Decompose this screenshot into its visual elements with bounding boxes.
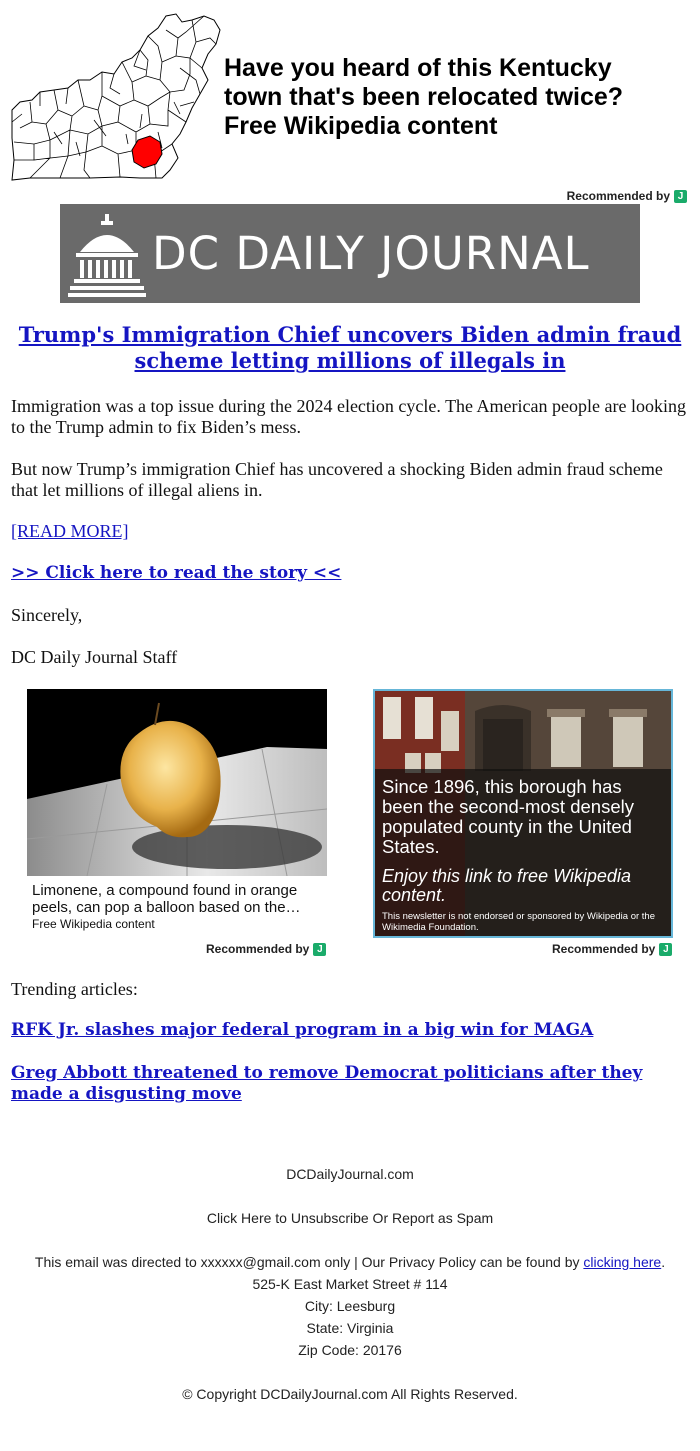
right-ad-subtext[interactable]: Enjoy this link to free Wikipedia content.: [382, 866, 631, 905]
capitol-dome-icon: [68, 212, 146, 298]
top-ad-recommended-by[interactable]: [567, 189, 687, 203]
right-ad-disclaimer: This newsletter is not endorsed or sponsored by Wikipedia or the Wikimedia Foundation.: [382, 911, 655, 933]
trending-article-link-1[interactable]: RFK Jr. slashes major federal program in a big win for MAGA: [11, 1020, 594, 1040]
read-more-link[interactable]: [READ MORE]: [11, 521, 129, 541]
recommended-label: Recommended by: [206, 942, 310, 956]
footer-directed-notice: [0, 1253, 700, 1271]
trending-heading: Trending articles:: [11, 979, 138, 999]
article-headline-link[interactable]: Trump's Immigration Chief uncovers Biden admin fraud scheme letting millions of illegals in: [18, 322, 682, 373]
recommender-logo-icon: J: [659, 943, 672, 956]
top-sponsored-ad[interactable]: [10, 10, 690, 185]
signature-text: DC Daily Journal Staff: [11, 647, 178, 667]
left-ad-source: Free Wikipedia content: [32, 917, 155, 931]
read-story-link[interactable]: >> Click here to read the story <<: [11, 563, 342, 583]
top-ad-headline[interactable]: [224, 54, 684, 141]
article-headline: [10, 322, 690, 374]
article-paragraph-2: But now Trump’s immigration Chief has uncovered a shocking Biden admin fraud scheme that let millions of illegal aliens in.: [11, 459, 663, 500]
top-ad-headline-line-3: Free Wikipedia content: [224, 112, 498, 140]
privacy-policy-link[interactable]: clicking here: [583, 1254, 662, 1270]
sponsored-ad-left[interactable]: [27, 689, 327, 931]
directed-notice-text: This email was directed to xxxxxx@gmail.com only | Our Privacy Policy can be found by: [34, 1254, 584, 1270]
right-ad-recommended-by[interactable]: [552, 942, 672, 956]
kentucky-county-map-image[interactable]: [10, 10, 222, 182]
footer-state: State: Virginia: [306, 1320, 394, 1336]
top-ad-headline-line-2: town that's been relocated twice?: [224, 83, 624, 111]
recommended-label: Recommended by: [566, 189, 670, 203]
left-ad-recommended-by[interactable]: [206, 942, 326, 956]
recommender-logo-icon: J: [313, 943, 326, 956]
footer-zip: Zip Code: 20176: [298, 1342, 402, 1358]
footer-city: City: Leesburg: [304, 1298, 396, 1314]
recommender-logo-icon: J: [674, 190, 687, 203]
balloon-photo-image[interactable]: [27, 689, 327, 876]
directed-notice-suffix: .: [661, 1254, 666, 1270]
sponsored-ad-right[interactable]: [373, 689, 673, 938]
masthead-title: DC DAILY JOURNAL: [152, 227, 590, 280]
masthead-banner[interactable]: [60, 204, 640, 303]
sign-off-text: Sincerely,: [11, 605, 83, 625]
trending-article-link-2[interactable]: Greg Abbott threatened to remove Democrat politicians after they made a disgusting move: [11, 1063, 643, 1104]
footer-address: 525-K East Market Street # 114: [252, 1276, 448, 1292]
left-ad-caption[interactable]: Limonene, a compound found in orange peels, can pop a balloon based on the…: [32, 882, 301, 916]
footer-site-name: DCDailyJournal.com: [286, 1166, 414, 1182]
recommended-label: Recommended by: [552, 942, 656, 956]
unsubscribe-link[interactable]: Click Here to Unsubscribe Or Report as Spam: [206, 1210, 494, 1226]
top-ad-headline-line-1: Have you heard of this Kentucky: [224, 54, 612, 82]
article-paragraph-1: Immigration was a top issue during the 2024 election cycle. The American people are looking to the Trump admin to fix Biden’s mess.: [11, 396, 686, 437]
footer-copyright: © Copyright DCDailyJournal.com All Rights Reserved.: [182, 1386, 518, 1402]
right-ad-headline[interactable]: Since 1896, this borough has been the second-most densely populated county in the United States.: [382, 776, 634, 857]
